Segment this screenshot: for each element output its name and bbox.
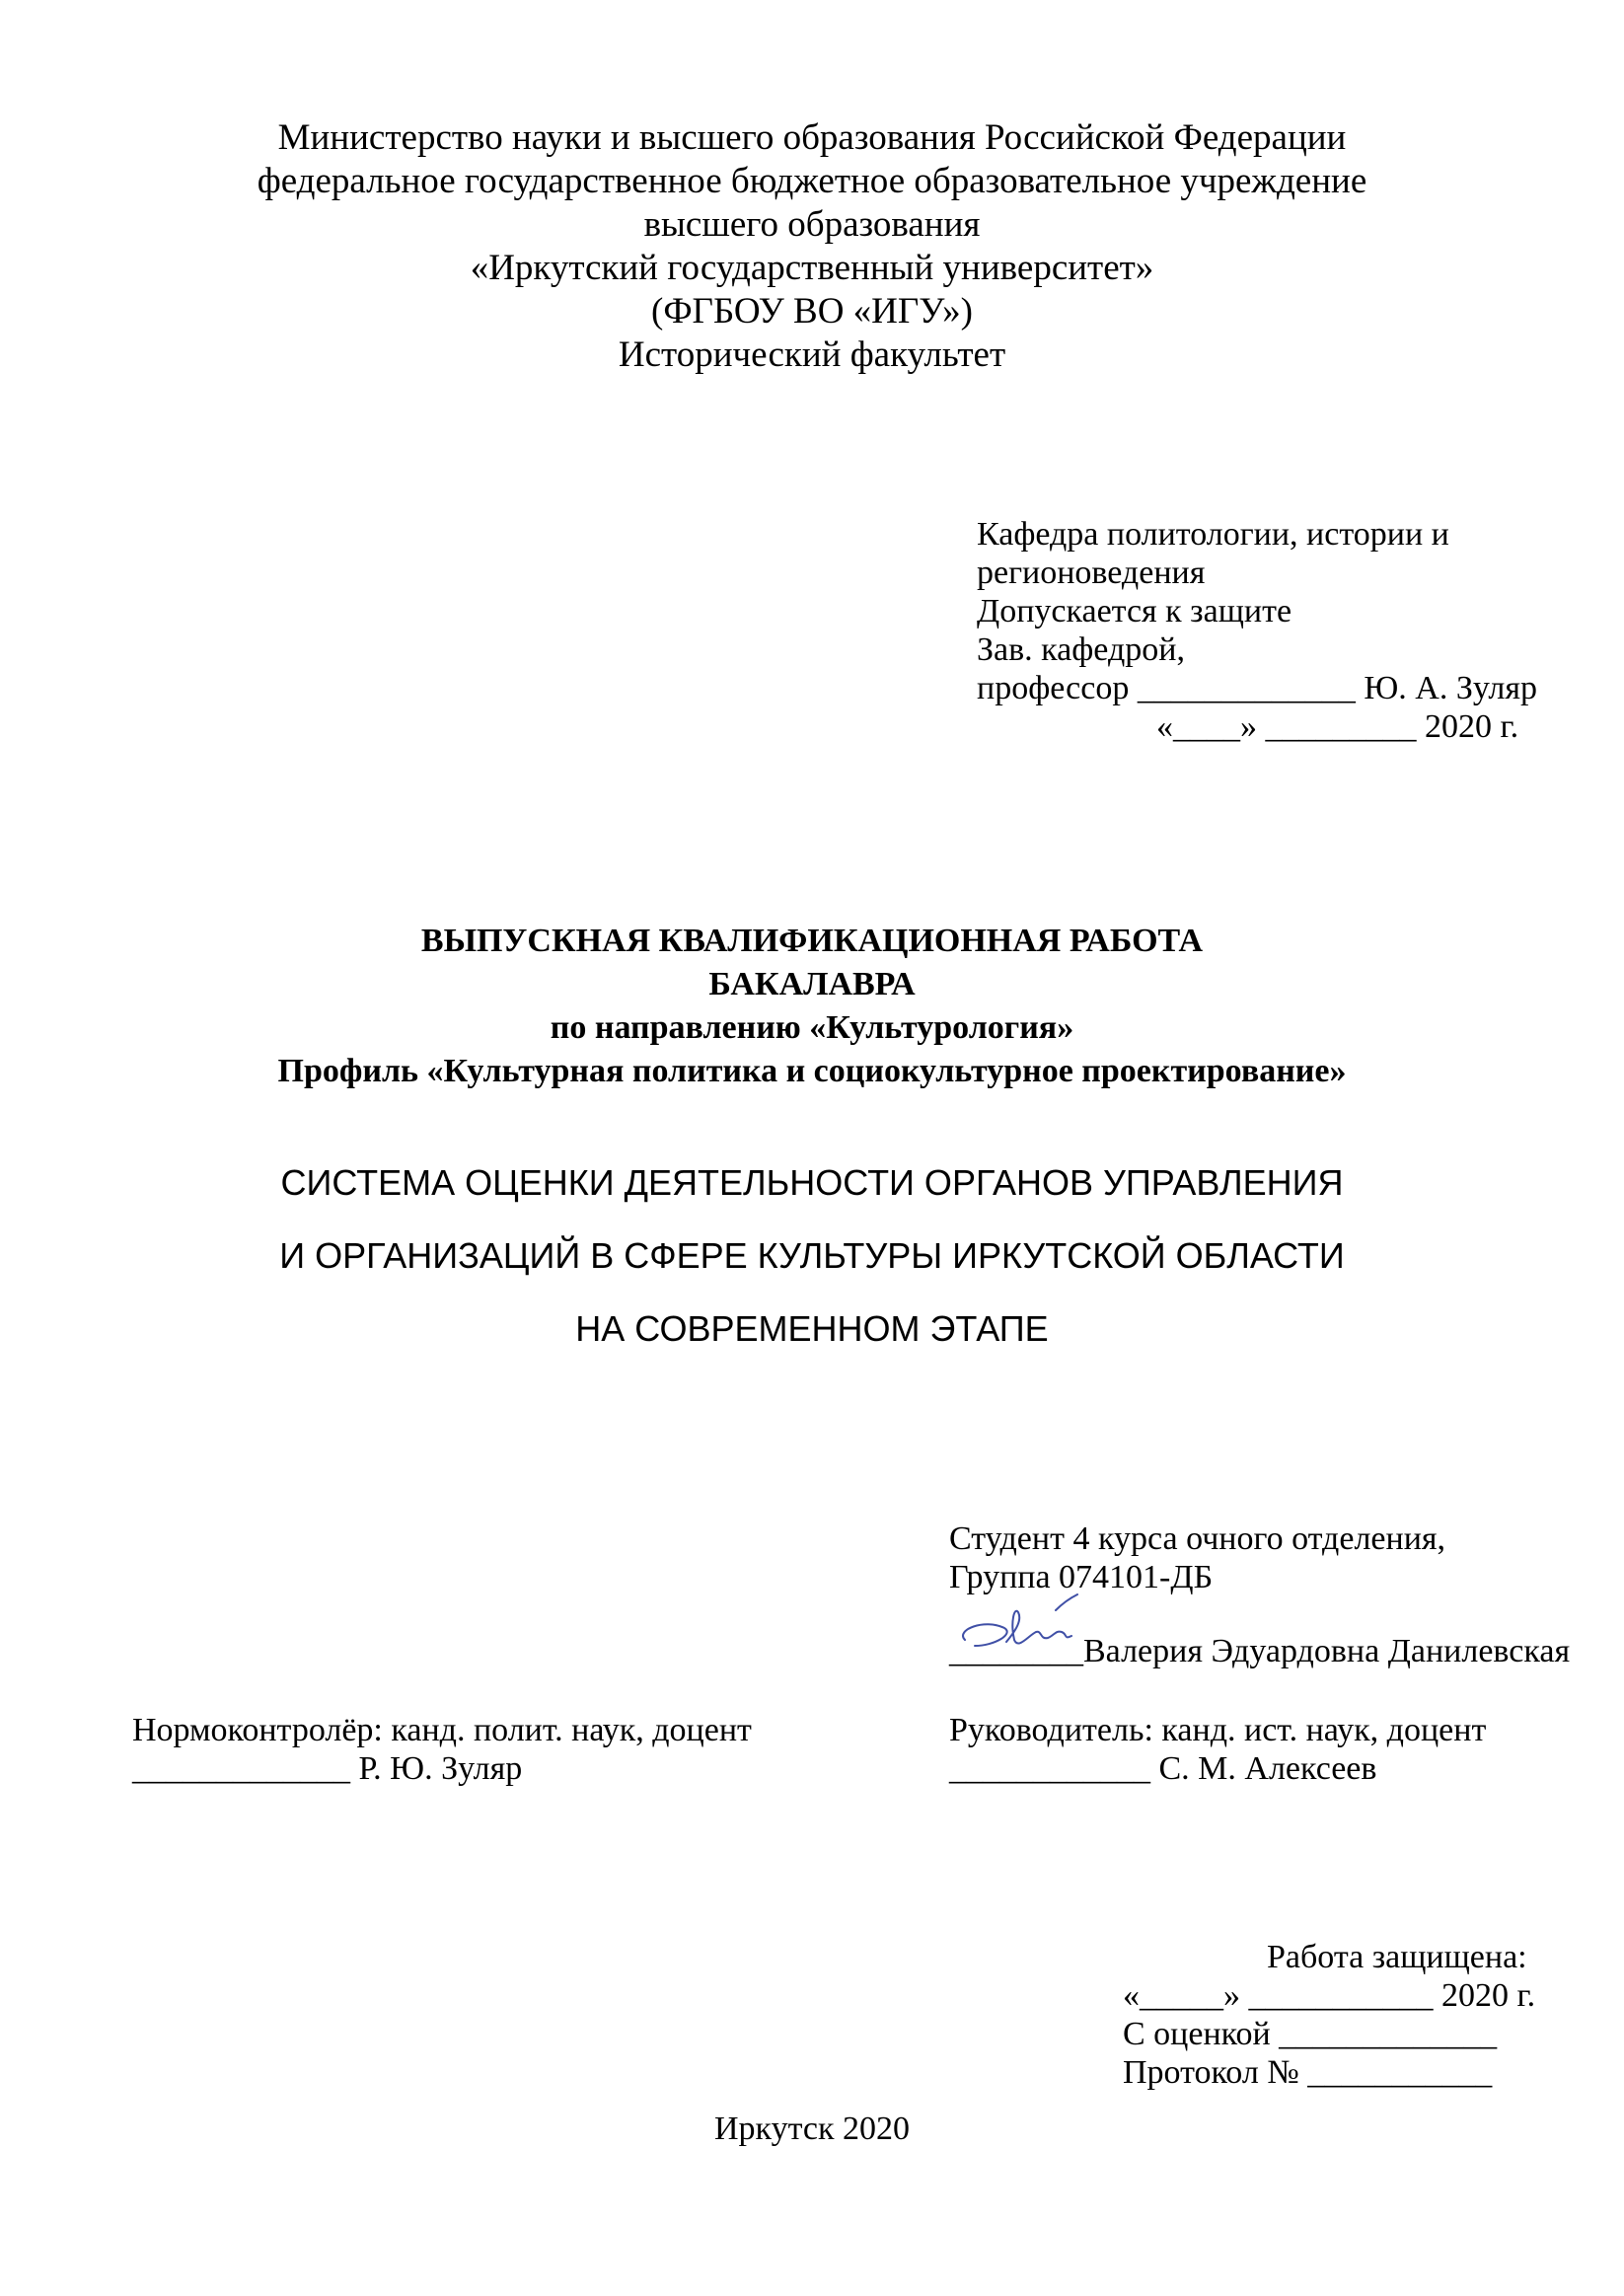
student-course-line: Студент 4 курса очного отделения, <box>949 1520 1446 1557</box>
supervisor-signature: ____________ С. М. Алексеев <box>949 1750 1377 1787</box>
profile-line: Профиль «Культурная политика и социокультурное проектирование» <box>277 1053 1347 1089</box>
institution-header <box>0 116 1624 377</box>
degree-line: БАКАЛАВРА <box>708 966 916 1002</box>
norm-controller-title: Нормоконтролёр: канд. полит. наук, доцент <box>132 1712 752 1748</box>
grade-line: С оценкой _____________ <box>1123 2016 1498 2052</box>
thesis-title-line-2: И ОРГАНИЗАЦИЙ В СФЕРЕ КУЛЬТУРЫ ИРКУТСКОЙ ОБЛАСТИ <box>279 1235 1345 1276</box>
defended-line: Работа защищена: <box>1267 1939 1527 1975</box>
student-group-line: Группа 074101-ДБ <box>949 1559 1214 1595</box>
direction-line: по направлению «Культурология» <box>550 1009 1074 1046</box>
thesis-title-line-3: НА СОВРЕМЕННОМ ЭТАПЕ <box>575 1308 1049 1349</box>
norm-controller-signature: _____________ Р. Ю. Зуляр <box>132 1750 523 1787</box>
education-level-line: высшего образования <box>643 204 981 245</box>
thesis-title-line-1: СИСТЕМА ОЦЕНКИ ДЕЯТЕЛЬНОСТИ ОРГАНОВ УПРАВЛЕНИЯ <box>280 1162 1344 1203</box>
professor-signature-line: профессор _____________ Ю. А. Зуляр <box>977 670 1537 706</box>
institution-type-line: федеральное государственное бюджетное образовательное учреждение <box>257 161 1367 201</box>
department-line-1: Кафедра политологии, истории и <box>977 516 1449 553</box>
approval-date-line: «____» _________ 2020 г. <box>1156 708 1519 745</box>
supervisor-title: Руководитель: канд. ист. наук, доцент <box>949 1712 1487 1748</box>
student-signature-line: ________Валерия Эдуардовна Данилевская <box>949 1633 1571 1669</box>
university-abbr-line: (ФГБОУ ВО «ИГУ») <box>651 291 973 332</box>
thesis-title <box>0 1147 1624 1366</box>
faculty-line: Исторический факультет <box>618 334 1006 375</box>
protocol-line: Протокол № ___________ <box>1123 2054 1493 2091</box>
ministry-line: Министерство науки и высшего образования Российской Федерации <box>277 117 1347 158</box>
department-line-2: регионоведения <box>977 555 1206 591</box>
admitted-line: Допускается к защите <box>977 593 1292 630</box>
defense-date-line: «_____» ___________ 2020 г. <box>1123 1977 1536 2014</box>
work-type-block <box>0 920 1624 1093</box>
work-type-title: ВЫПУСКНАЯ КВАЛИФИКАЦИОННАЯ РАБОТА <box>420 923 1204 959</box>
head-of-department-line: Зав. кафедрой, <box>977 631 1185 668</box>
university-name-line: «Иркутский государственный университет» <box>470 248 1154 288</box>
city-year: Иркутск 2020 <box>714 2111 910 2147</box>
